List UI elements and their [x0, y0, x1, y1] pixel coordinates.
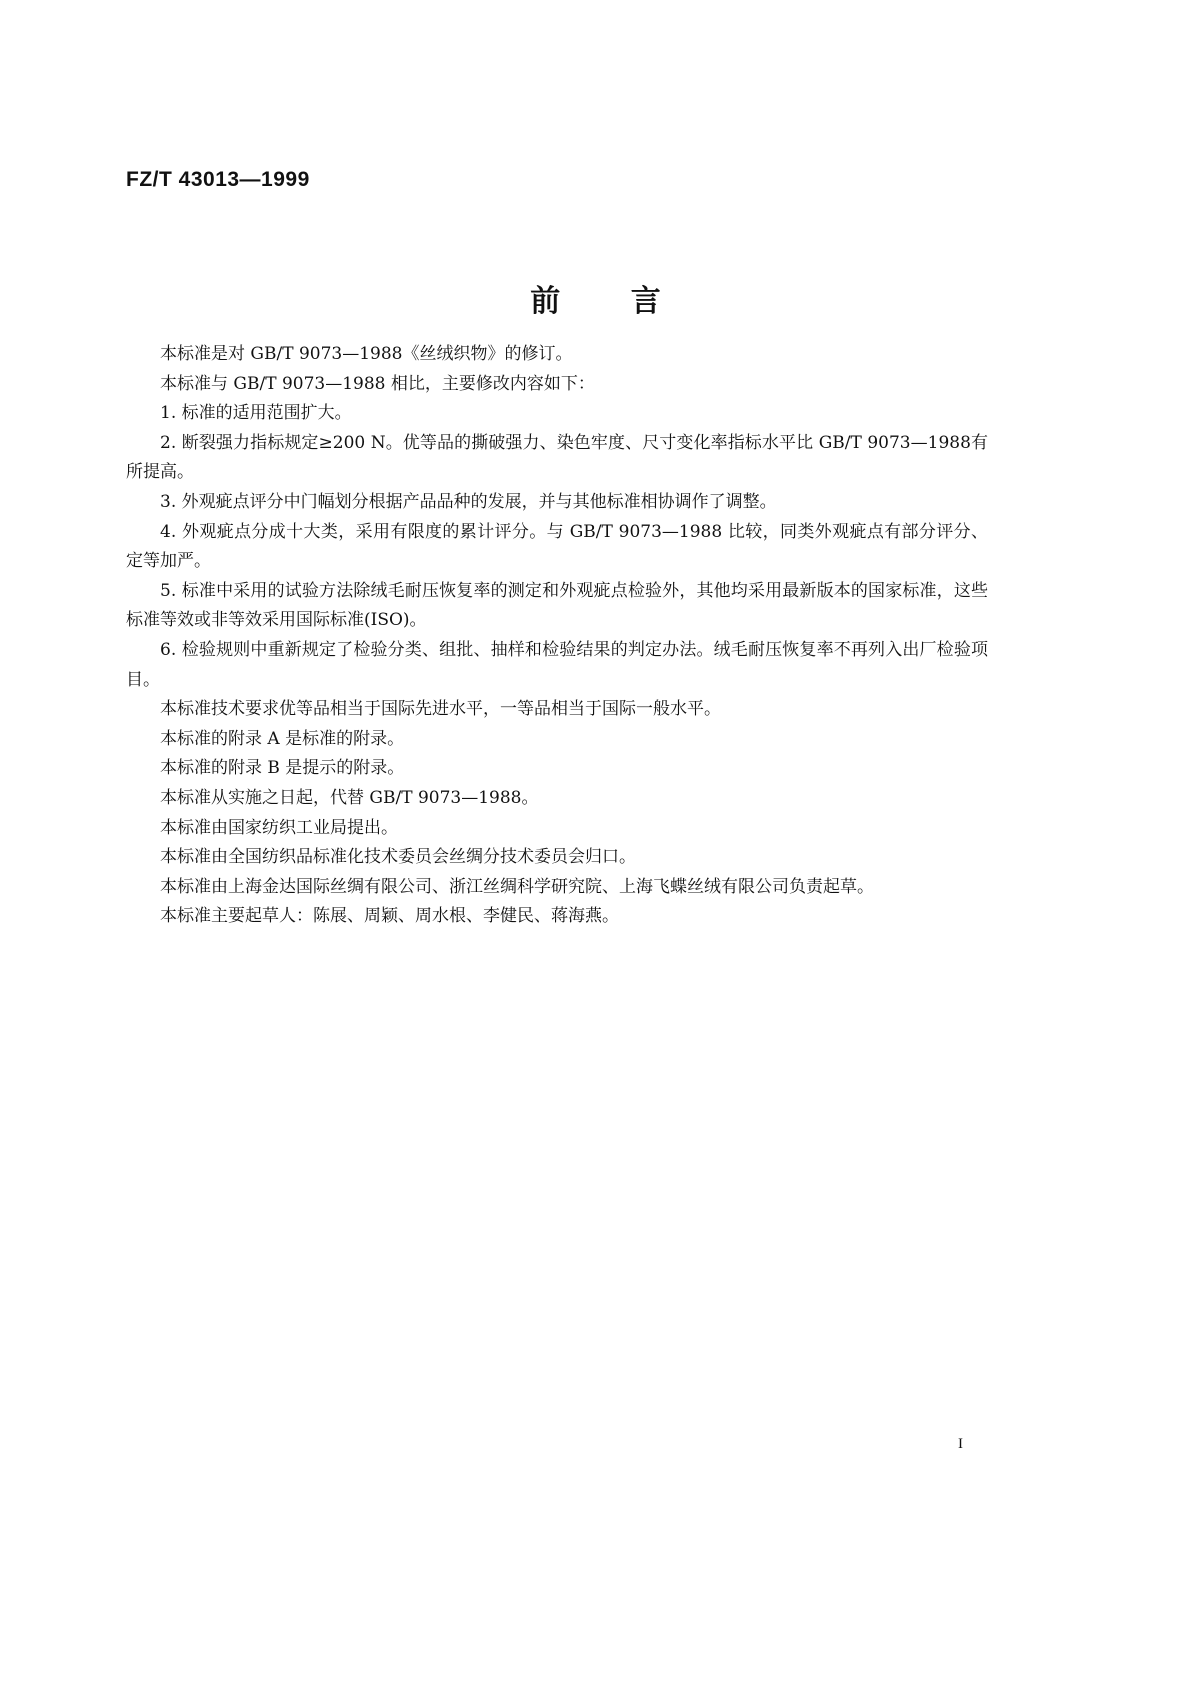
list-item: 2. 断裂强力指标规定≥200 N。优等品的撕破强力、染色牢度、尺寸变化率指标水平比 GB/T 9073—1988有所提高。	[126, 432, 988, 483]
list-item: 4. 外观疵点分成十大类，采用有限度的累计评分。与 GB/T 9073—1988 比较，同类外观疵点有部分评分、定等加严。	[126, 521, 988, 572]
list-item: 1. 标准的适用范围扩大。	[160, 403, 352, 424]
page-title: 前 言	[530, 284, 661, 319]
list-item: 6. 检验规则中重新规定了检验分类、组批、抽样和检验结果的判定办法。绒毛耐压恢复率不再列入出厂检验项目。	[126, 639, 988, 690]
paragraph: 本标准的附录 B 是提示的附录。	[160, 758, 405, 779]
page-number: I	[958, 1436, 963, 1452]
paragraph: 本标准的附录 A 是标准的附录。	[160, 728, 405, 749]
paragraph: 本标准从实施之日起，代替 GB/T 9073—1988。	[160, 787, 539, 808]
paragraph: 本标准是对 GB/T 9073—1988《丝绒织物》的修订。	[160, 344, 573, 364]
document-code: FZ/T 43013—1999	[126, 168, 310, 191]
paragraph: 本标准由国家纺织工业局提出。	[160, 817, 398, 838]
paragraph: 本标准技术要求优等品相当于国际先进水平，一等品相当于国际一般水平。	[160, 699, 721, 720]
list-item: 5. 标准中采用的试验方法除绒毛耐压恢复率的测定和外观疵点检验外，其他均采用最新版本的国家标准，这些标准等效或非等效采用国际标准(ISO)。	[126, 580, 988, 631]
foreword-body	[126, 340, 988, 932]
paragraph: 本标准由上海金达国际丝绸有限公司、浙江丝绸科学研究院、上海飞蝶丝绒有限公司负责起草。	[160, 876, 874, 897]
paragraph: 本标准由全国纺织品标准化技术委员会丝绸分技术委员会归口。	[160, 847, 636, 868]
list-item: 3. 外观疵点评分中门幅划分根据产品品种的发展，并与其他标准相协调作了调整。	[160, 491, 777, 512]
paragraph: 本标准主要起草人：陈展、周颖、周水根、李健民、蒋海燕。	[160, 906, 619, 927]
paragraph: 本标准与 GB/T 9073—1988 相比，主要修改内容如下：	[160, 373, 595, 394]
